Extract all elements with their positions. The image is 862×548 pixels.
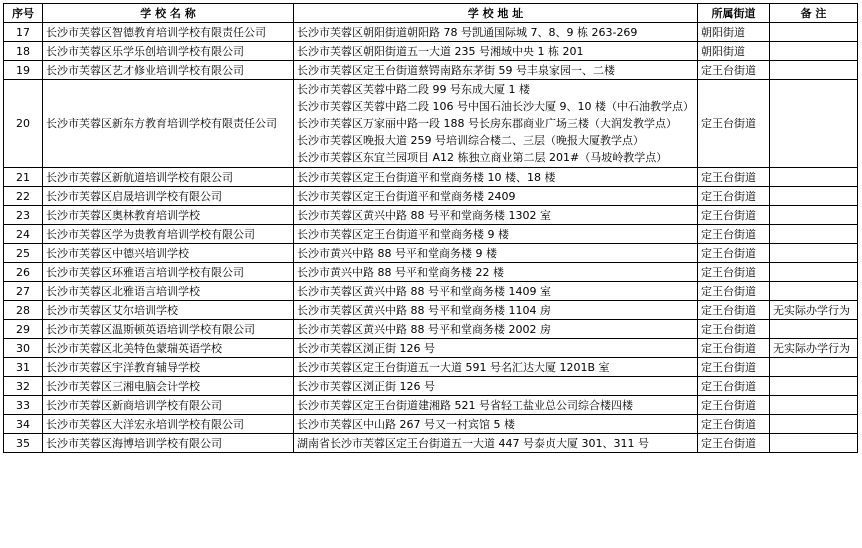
table-row (4, 206, 858, 225)
cell-street: 定王台街道 (697, 434, 769, 453)
cell-school-name: 长沙市芙蓉区中德兴培训学校 (43, 244, 294, 263)
cell-remark (769, 168, 857, 187)
cell-street: 定王台街道 (697, 263, 769, 282)
address-line: 长沙市芙蓉区芙蓉中路二段 106 号中国石油长沙大厦 9、10 楼（中石油教学点） (297, 100, 694, 113)
address-line: 长沙市芙蓉区定王台街道平和堂商务楼 9 楼 (297, 227, 509, 241)
cell-seq: 23 (4, 206, 43, 225)
cell-seq: 27 (4, 282, 43, 301)
cell-school-name: 长沙市芙蓉区学为贵教育培训学校有限公司 (43, 225, 294, 244)
cell-school-address (294, 301, 698, 320)
cell-seq: 30 (4, 339, 43, 358)
header-school-name: 学 校 名 称 (43, 4, 294, 23)
header-seq: 序号 (4, 4, 43, 23)
cell-remark (769, 377, 857, 396)
cell-school-name: 长沙市芙蓉区海博培训学校有限公司 (43, 434, 294, 453)
cell-school-address (294, 168, 698, 187)
cell-street: 定王台街道 (697, 415, 769, 434)
cell-school-address (294, 23, 698, 42)
address-line: 长沙市芙蓉区定王台街道建湘路 521 号省轻工盐业总公司综合楼四楼 (297, 398, 633, 412)
cell-street: 定王台街道 (697, 282, 769, 301)
cell-school-address (294, 377, 698, 396)
cell-remark (769, 244, 857, 263)
cell-remark (769, 80, 857, 168)
cell-remark (769, 23, 857, 42)
cell-street: 定王台街道 (697, 206, 769, 225)
cell-school-name: 长沙市芙蓉区启晟培训学校有限公司 (43, 187, 294, 206)
cell-school-name: 长沙市芙蓉区新东方教育培训学校有限责任公司 (43, 80, 294, 168)
school-list-container (3, 3, 858, 453)
cell-street: 定王台街道 (697, 187, 769, 206)
cell-remark (769, 42, 857, 61)
table-row (4, 415, 858, 434)
cell-school-address (294, 61, 698, 80)
cell-remark (769, 434, 857, 453)
cell-remark (769, 225, 857, 244)
cell-school-address (294, 282, 698, 301)
table-row (4, 225, 858, 244)
cell-street: 朝阳街道 (697, 42, 769, 61)
cell-school-address (294, 320, 698, 339)
cell-street: 定王台街道 (697, 80, 769, 168)
table-row (4, 301, 858, 320)
cell-seq: 20 (4, 80, 43, 168)
table-row (4, 168, 858, 187)
cell-remark (769, 396, 857, 415)
header-street: 所属街道 (697, 4, 769, 23)
table-row (4, 244, 858, 263)
address-line: 长沙市芙蓉区定王台街道蔡锷南路东茅街 59 号丰泉家园一、二楼 (297, 63, 615, 77)
table-row (4, 23, 858, 42)
cell-school-name: 长沙市芙蓉区奥林教育培训学校 (43, 206, 294, 225)
table-row (4, 339, 858, 358)
cell-street: 定王台街道 (697, 358, 769, 377)
cell-school-address (294, 434, 698, 453)
cell-seq: 17 (4, 23, 43, 42)
header-school-address: 学 校 地 址 (294, 4, 698, 23)
address-line: 长沙市芙蓉区黄兴中路 88 号平和堂商务楼 1104 房 (297, 303, 551, 317)
cell-seq: 28 (4, 301, 43, 320)
cell-seq: 31 (4, 358, 43, 377)
cell-seq: 32 (4, 377, 43, 396)
cell-school-address (294, 358, 698, 377)
cell-seq: 18 (4, 42, 43, 61)
cell-seq: 33 (4, 396, 43, 415)
cell-street: 定王台街道 (697, 396, 769, 415)
address-line: 长沙市芙蓉区黄兴中路 88 号平和堂商务楼 1302 室 (297, 208, 551, 222)
cell-seq: 35 (4, 434, 43, 453)
table-body (4, 23, 858, 453)
table-row (4, 282, 858, 301)
cell-seq: 19 (4, 61, 43, 80)
cell-seq: 34 (4, 415, 43, 434)
cell-remark (769, 206, 857, 225)
table-row (4, 61, 858, 80)
cell-seq: 21 (4, 168, 43, 187)
school-list-table (3, 3, 858, 453)
cell-school-address (294, 396, 698, 415)
cell-school-address (294, 415, 698, 434)
cell-street: 定王台街道 (697, 244, 769, 263)
cell-street: 定王台街道 (697, 61, 769, 80)
address-line: 长沙市芙蓉区定王台街道五一大道 591 号名汇达大厦 1201B 室 (297, 360, 610, 374)
cell-street: 定王台街道 (697, 339, 769, 358)
cell-street: 定王台街道 (697, 320, 769, 339)
cell-school-name: 长沙市芙蓉区大洋宏永培训学校有限公司 (43, 415, 294, 434)
cell-school-address (294, 339, 698, 358)
address-line: 长沙市芙蓉区黄兴中路 88 号平和堂商务楼 1409 室 (297, 284, 551, 298)
table-row (4, 377, 858, 396)
table-row (4, 434, 858, 453)
table-row (4, 358, 858, 377)
table-row (4, 320, 858, 339)
cell-school-address (294, 263, 698, 282)
cell-school-address (294, 187, 698, 206)
address-line: 长沙市芙蓉区万家丽中路一段 188 号长房东郡商业广场三楼（大润发教学点） (297, 117, 677, 130)
cell-remark (769, 415, 857, 434)
cell-remark (769, 282, 857, 301)
table-row (4, 187, 858, 206)
cell-street: 朝阳街道 (697, 23, 769, 42)
cell-seq: 26 (4, 263, 43, 282)
cell-school-name: 长沙市芙蓉区新航道培训学校有限公司 (43, 168, 294, 187)
cell-school-name: 长沙市芙蓉区宇洋教育辅导学校 (43, 358, 294, 377)
cell-school-address (294, 42, 698, 61)
table-row (4, 80, 858, 168)
cell-remark: 无实际办学行为 (769, 301, 857, 320)
cell-seq: 22 (4, 187, 43, 206)
table-row (4, 263, 858, 282)
address-line: 湖南省长沙市芙蓉区定王台街道五一大道 447 号泰贞大厦 301、311 号 (297, 436, 649, 450)
cell-street: 定王台街道 (697, 225, 769, 244)
cell-seq: 29 (4, 320, 43, 339)
cell-school-address (294, 225, 698, 244)
address-line: 长沙市芙蓉区浏正街 126 号 (297, 341, 435, 355)
cell-remark (769, 61, 857, 80)
cell-school-name: 长沙市芙蓉区乐学乐创培训学校有限公司 (43, 42, 294, 61)
cell-remark (769, 187, 857, 206)
table-row (4, 396, 858, 415)
address-line: 长沙市芙蓉区定王台街道平和堂商务楼 2409 (297, 189, 516, 203)
cell-school-address (294, 80, 698, 168)
address-line: 长沙市芙蓉区中山路 267 号又一村宾馆 5 楼 (297, 417, 515, 431)
cell-remark (769, 320, 857, 339)
address-line: 长沙市黄兴中路 88 号平和堂商务楼 22 楼 (297, 265, 504, 279)
address-line: 长沙市芙蓉区朝阳街道朝阳路 78 号凯通国际城 7、8、9 栋 263-269 (297, 25, 638, 39)
table-row (4, 42, 858, 61)
cell-school-name: 长沙市芙蓉区北雅语言培训学校 (43, 282, 294, 301)
address-line: 长沙市黄兴中路 88 号平和堂商务楼 9 楼 (297, 246, 497, 260)
address-line: 长沙市芙蓉区晚报大道 259 号培训综合楼二、三层（晚报大厦教学点） (297, 134, 644, 147)
address-line: 长沙市芙蓉区黄兴中路 88 号平和堂商务楼 2002 房 (297, 322, 551, 336)
cell-school-name: 长沙市芙蓉区艾尔培训学校 (43, 301, 294, 320)
cell-school-name: 长沙市芙蓉区环雅语言培训学校有限公司 (43, 263, 294, 282)
cell-school-address (294, 244, 698, 263)
cell-school-name: 长沙市芙蓉区三湘电脑会计学校 (43, 377, 294, 396)
cell-remark: 无实际办学行为 (769, 339, 857, 358)
cell-seq: 24 (4, 225, 43, 244)
cell-school-name: 长沙市芙蓉区温斯顿英语培训学校有限公司 (43, 320, 294, 339)
cell-street: 定王台街道 (697, 168, 769, 187)
cell-street: 定王台街道 (697, 301, 769, 320)
header-row (4, 4, 858, 23)
cell-school-name: 长沙市芙蓉区智德教育培训学校有限责任公司 (43, 23, 294, 42)
cell-school-name: 长沙市芙蓉区北美特色蒙瑞英语学校 (43, 339, 294, 358)
address-line: 长沙市芙蓉区东宜兰园项目 A12 栋独立商业第二层 201#（马坡岭教学点） (297, 151, 668, 164)
cell-remark (769, 263, 857, 282)
header-remark: 备 注 (769, 4, 857, 23)
cell-school-address (294, 206, 698, 225)
cell-street: 定王台街道 (697, 377, 769, 396)
cell-school-name: 长沙市芙蓉区新商培训学校有限公司 (43, 396, 294, 415)
cell-remark (769, 358, 857, 377)
address-line: 长沙市芙蓉区朝阳街道五一大道 235 号湘域中央 1 栋 201 (297, 44, 584, 58)
cell-school-name: 长沙市芙蓉区艺才修业培训学校有限公司 (43, 61, 294, 80)
address-line: 长沙市芙蓉区芙蓉中路二段 99 号东成大厦 1 楼 (297, 83, 530, 96)
cell-seq: 25 (4, 244, 43, 263)
address-line: 长沙市芙蓉区浏正街 126 号 (297, 379, 435, 393)
address-line: 长沙市芙蓉区定王台街道平和堂商务楼 10 楼、18 楼 (297, 170, 556, 184)
